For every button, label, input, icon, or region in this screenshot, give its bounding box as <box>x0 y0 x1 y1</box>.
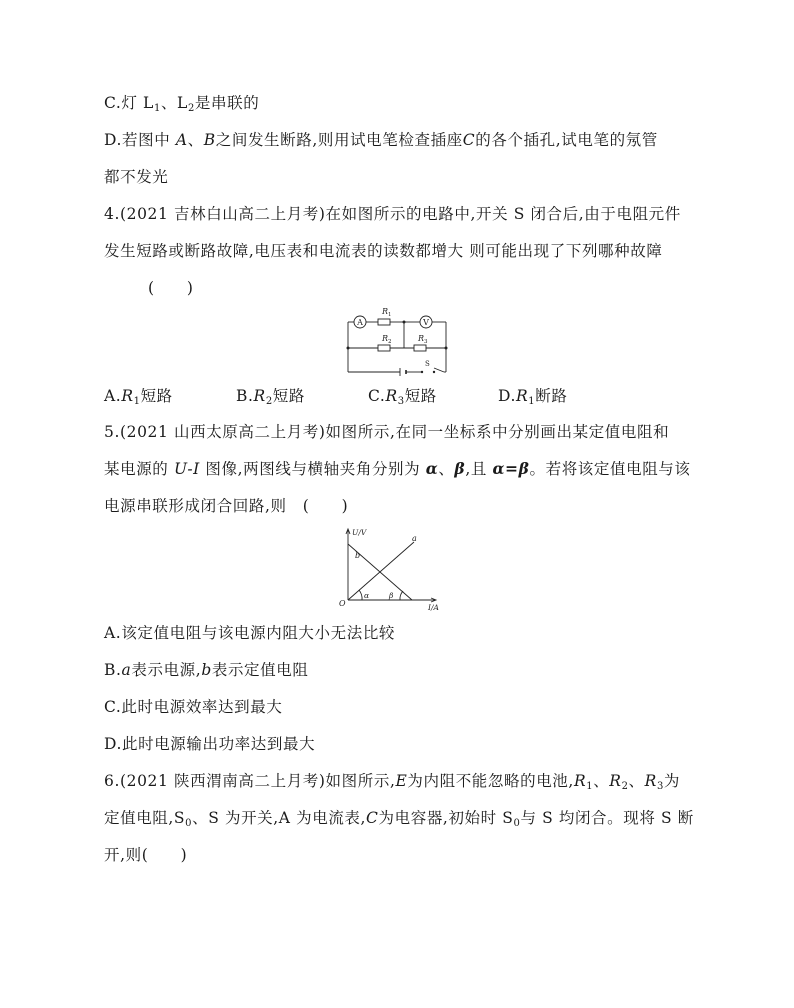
subscript: 1 <box>133 396 141 407</box>
voltmeter-icon <box>420 316 432 328</box>
subscript: 3 <box>656 781 664 792</box>
resistor-r3 <box>414 345 426 351</box>
subscript: 2 <box>621 781 629 792</box>
text: 定值电阻,S <box>104 809 186 827</box>
text: a <box>121 661 132 679</box>
resistor-r1 <box>378 319 390 325</box>
line-a-label: a <box>412 534 417 543</box>
y-axis-label: U/V <box>352 528 367 537</box>
text: C.灯 L <box>104 94 154 112</box>
text: 是串联的 <box>194 94 260 112</box>
ammeter-icon <box>354 316 366 328</box>
text: 为内阻不能忽略的电池, <box>407 772 574 790</box>
text: 表示电源, <box>131 661 202 679</box>
text: b <box>201 661 212 679</box>
subscript: 2 <box>265 396 273 407</box>
resistor-r2 <box>378 345 390 351</box>
text: D. <box>498 387 517 405</box>
text: B <box>203 131 216 149</box>
text: 断路 <box>535 387 568 405</box>
q4-circuit-diagram <box>342 300 452 380</box>
subscript: 0 <box>185 818 193 829</box>
text: B. <box>236 387 254 405</box>
q6-stem-line3: 开,则( ) <box>104 846 188 864</box>
subscript: 0 <box>513 818 521 829</box>
origin-label: O <box>339 599 346 608</box>
q4-stem-line1: 4.(2021 吉林白山高二上月考)在如图所示的电路中,开关 S 闭合后,由于电阻元件 <box>104 205 681 223</box>
q4-answer-bracket: ( ) <box>148 279 194 297</box>
text: U-I <box>173 460 200 478</box>
q3-option-d-line1 <box>104 129 658 151</box>
text: R <box>121 387 134 405</box>
r3-label: $R_3$ <box>418 334 428 345</box>
q5-option-d: D.此时电源输出功率达到最大 <box>104 735 316 753</box>
q3-option-c <box>104 92 259 120</box>
q5-stem-line3: 电源串联形成闭合回路,则 ( ) <box>104 497 349 515</box>
r1-label: $R_1$ <box>382 307 392 318</box>
subscript: 1 <box>153 103 161 114</box>
text: R <box>573 772 587 790</box>
text: 表示定值电阻 <box>211 661 309 679</box>
text: 。若将该定值电阻与该 <box>529 460 691 478</box>
text: E <box>395 772 408 790</box>
text: 、L <box>160 94 188 112</box>
q6-stem-line2 <box>104 807 694 835</box>
text: 为电容器,初始时 S <box>378 809 514 827</box>
text: 短路 <box>404 387 437 405</box>
ammeter-label: A <box>357 318 363 327</box>
q5-option-c: C.此时电源效率达到最大 <box>104 698 283 716</box>
text: 短路 <box>140 387 173 405</box>
q4-option-b <box>236 385 305 413</box>
text: 、 <box>187 131 204 149</box>
text: R <box>644 772 657 790</box>
text: 的各个插孔,试电笔的氖管 <box>475 131 658 149</box>
text: 短路 <box>272 387 305 405</box>
text: 为 <box>663 772 681 790</box>
text: C <box>366 809 379 827</box>
text: 某电源的 <box>104 460 174 478</box>
subscript: 3 <box>397 396 405 407</box>
text: C <box>462 131 476 149</box>
subscript: 1 <box>528 396 536 407</box>
text: ,且 <box>465 460 493 478</box>
q5-option-a: A.该定值电阻与该电源内阻大小无法比较 <box>104 624 396 642</box>
q4-option-c <box>368 385 437 413</box>
text: D.若图中 <box>104 131 176 149</box>
q4-option-d <box>498 385 567 413</box>
q5-stem-line2 <box>104 458 691 480</box>
q4-option-a <box>104 385 173 413</box>
text: 、 <box>438 460 455 478</box>
beta-label: β <box>389 591 394 600</box>
switch-label: S <box>425 360 430 368</box>
alpha-label: α <box>364 591 370 600</box>
text: 、 <box>628 772 645 790</box>
q5-ui-graph <box>336 524 452 614</box>
text: A. <box>104 387 122 405</box>
text: C. <box>368 387 386 405</box>
text: R <box>385 387 398 405</box>
text: 之间发生断路,则用试电笔检查插座 <box>215 131 463 149</box>
text: A <box>175 131 188 149</box>
battery-icon <box>400 368 406 376</box>
text: 、 <box>593 772 610 790</box>
text: B. <box>104 661 122 679</box>
text: R <box>253 387 266 405</box>
text: 图像,两图线与横轴夹角分别为 <box>199 460 426 478</box>
q5-stem-line1: 5.(2021 山西太原高二上月考)如图所示,在同一坐标系中分别画出某定值电阻和 <box>104 423 670 441</box>
beta-symbol: β <box>454 459 466 478</box>
q3-option-d-line2: 都不发光 <box>104 168 169 186</box>
subscript: 1 <box>586 781 594 792</box>
equation: α=β <box>492 459 530 478</box>
voltmeter-label: V <box>423 318 429 327</box>
text: 6.(2021 陕西渭南高二上月考)如图所示, <box>104 772 396 790</box>
line-b-label: b <box>355 551 361 560</box>
x-axis-label: I/A <box>428 603 439 612</box>
q4-stem-line2: 发生短路或断路故障,电压表和电流表的读数都增大 则可能出现了下列哪种故障 <box>104 242 663 260</box>
text: R <box>516 387 529 405</box>
q6-stem-line1 <box>104 770 680 798</box>
r2-label: $R_2$ <box>382 334 392 345</box>
text: 、S 为开关,A 为电流表, <box>192 809 367 827</box>
q5-option-b <box>104 659 308 681</box>
text: 与 S 均闭合。现将 S 断 <box>520 809 694 827</box>
alpha-symbol: α <box>425 459 439 478</box>
text: R <box>609 772 622 790</box>
subscript: 2 <box>187 103 195 114</box>
